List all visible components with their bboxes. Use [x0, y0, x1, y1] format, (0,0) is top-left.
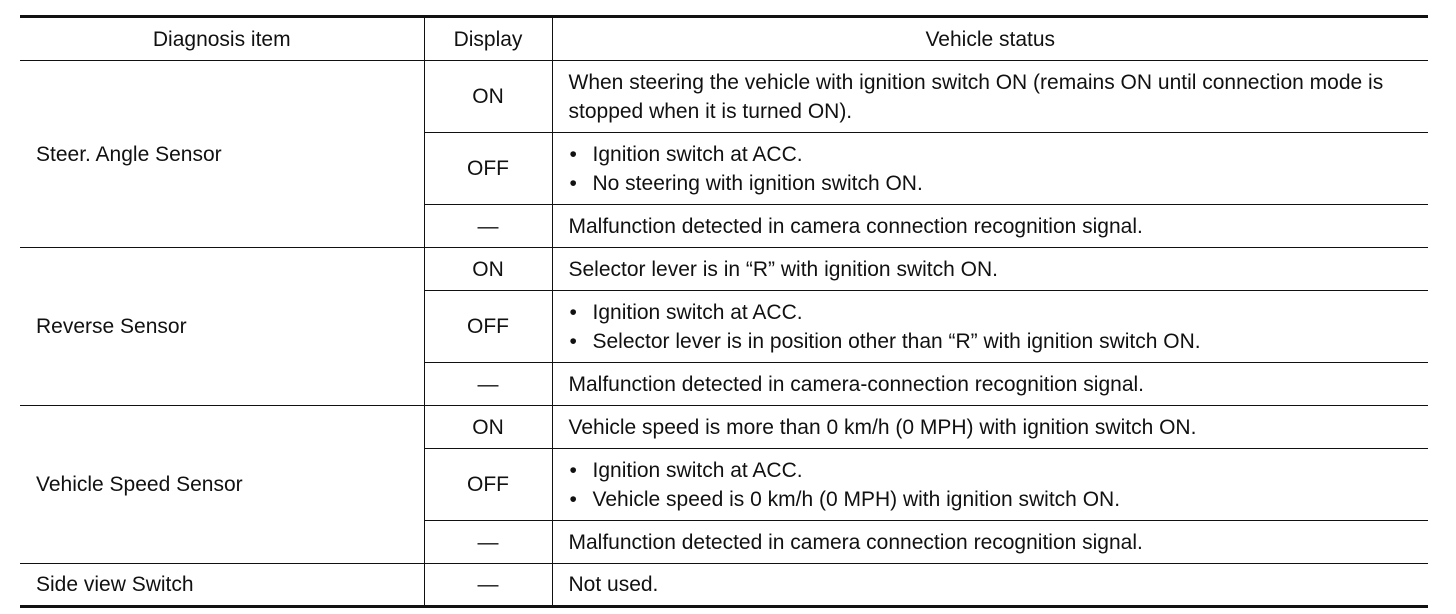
table-row: [20, 61, 1428, 133]
display-cell: —: [424, 521, 552, 564]
display-cell: —: [424, 205, 552, 248]
header-vehicle-status: Vehicle status: [552, 17, 1428, 61]
status-cell: Not used.: [552, 564, 1428, 607]
display-cell: OFF: [424, 291, 552, 363]
status-cell: When steering the vehicle with ignition switch ON (remains ON until connection mode is stopped when it is turned ON).: [552, 61, 1428, 133]
status-bullet-item: • Ignition switch at ACC.: [569, 298, 1419, 327]
table-row: [20, 406, 1428, 449]
status-bullet-item: • No steering with ignition switch ON.: [569, 169, 1419, 198]
status-cell: [552, 449, 1428, 521]
status-bullet-item: • Vehicle speed is 0 km/h (0 MPH) with ignition switch ON.: [569, 485, 1419, 514]
diagnosis-table: [20, 15, 1428, 608]
display-cell: OFF: [424, 449, 552, 521]
diagnosis-item-cell: Side view Switch: [20, 564, 424, 607]
status-bullet-list: [569, 298, 1419, 356]
status-bullet-list: [569, 140, 1419, 198]
display-cell: ON: [424, 248, 552, 291]
diagnosis-item-cell: Vehicle Speed Sensor: [20, 406, 424, 564]
status-cell: Malfunction detected in camera connection recognition signal.: [552, 205, 1428, 248]
header-diagnosis-item: Diagnosis item: [20, 17, 424, 61]
status-bullet-list: [569, 456, 1419, 514]
status-bullet-item: • Selector lever is in position other than “R” with ignition switch ON.: [569, 327, 1419, 356]
status-bullet-item: • Ignition switch at ACC.: [569, 140, 1419, 169]
diagnosis-item-cell: Steer. Angle Sensor: [20, 61, 424, 248]
table-row: [20, 564, 1428, 607]
status-cell: Selector lever is in “R” with ignition switch ON.: [552, 248, 1428, 291]
status-cell: Malfunction detected in camera-connection recognition signal.: [552, 363, 1428, 406]
display-cell: ON: [424, 406, 552, 449]
status-cell: Malfunction detected in camera connection recognition signal.: [552, 521, 1428, 564]
display-cell: ON: [424, 61, 552, 133]
status-bullet-item: • Ignition switch at ACC.: [569, 456, 1419, 485]
diagnosis-table-container: [20, 15, 1428, 608]
display-cell: —: [424, 564, 552, 607]
status-cell: Vehicle speed is more than 0 km/h (0 MPH) with ignition switch ON.: [552, 406, 1428, 449]
status-cell: [552, 133, 1428, 205]
display-cell: —: [424, 363, 552, 406]
header-display: Display: [424, 17, 552, 61]
display-cell: OFF: [424, 133, 552, 205]
table-row: [20, 248, 1428, 291]
status-cell: [552, 291, 1428, 363]
diagnosis-item-cell: Reverse Sensor: [20, 248, 424, 406]
header-row: [20, 17, 1428, 61]
